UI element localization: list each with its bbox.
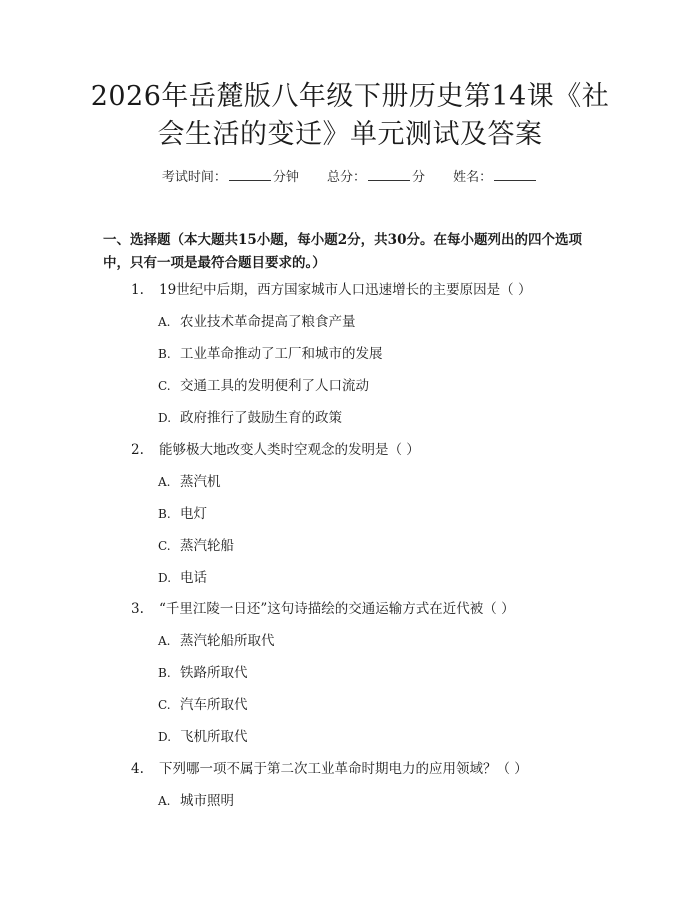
- option-1-c: [158, 377, 588, 395]
- option-3-d: [158, 728, 588, 746]
- option-letter: B.: [158, 666, 171, 680]
- option-text: 蒸汽轮船所取代: [180, 633, 275, 649]
- total-score-blank: [368, 168, 410, 181]
- option-letter: C.: [158, 698, 171, 712]
- option-2-b: [158, 505, 588, 523]
- document-title: 2026年岳麓版八年级下册历史第14课《社会生活的变迁》单元测试及答案: [90, 81, 610, 150]
- name-blank: [494, 168, 536, 181]
- section-heading: 一、选择题（本大题共15小题，每小题2分，共30分。在每小题列出的四个选项中，只有一项是最符合题目要求的。）: [103, 232, 582, 271]
- option-letter: D.: [158, 411, 172, 425]
- option-1-d: [158, 409, 588, 427]
- option-letter: B.: [158, 507, 171, 521]
- name-label: 姓名：: [453, 170, 493, 185]
- option-text: 城市照明: [180, 793, 234, 809]
- option-4-a: [158, 792, 588, 810]
- option-text: 蒸汽机: [180, 474, 221, 490]
- option-2-d: [158, 569, 588, 587]
- option-letter: B.: [158, 347, 171, 361]
- option-text: 电话: [180, 570, 207, 586]
- option-text: 工业革命推动了工厂和城市的发展: [180, 346, 383, 362]
- question-4: [131, 760, 601, 778]
- option-letter: A.: [158, 475, 171, 489]
- name-field: [453, 168, 538, 187]
- option-2-c: [158, 537, 588, 555]
- option-3-a: [158, 632, 588, 650]
- question-text: “千里江陵一日还”这句诗描绘的交通运输方式在近代被（ ）: [159, 601, 515, 617]
- option-text: 铁路所取代: [180, 665, 248, 681]
- option-letter: C.: [158, 379, 171, 393]
- option-letter: A.: [158, 315, 171, 329]
- exam-info-line: [0, 168, 700, 187]
- option-2-a: [158, 473, 588, 491]
- question-number: 2.: [131, 442, 144, 458]
- exam-time-unit: 分钟: [272, 170, 299, 185]
- question-1: [131, 281, 601, 299]
- question-text: 19世纪中后期，西方国家城市人口迅速增长的主要原因是（ ）: [159, 282, 532, 298]
- option-letter: D.: [158, 730, 172, 744]
- question-number: 1.: [131, 282, 144, 298]
- exam-time-field: [162, 168, 299, 187]
- option-letter: A.: [158, 634, 171, 648]
- option-text: 汽车所取代: [180, 697, 248, 713]
- total-score-field: [327, 168, 425, 187]
- question-text: 下列哪一项不属于第二次工业革命时期电力的应用领域？（ ）: [159, 761, 528, 777]
- option-letter: D.: [158, 571, 172, 585]
- exam-time-blank: [229, 168, 271, 181]
- question-2: [131, 441, 601, 459]
- question-text: 能够极大地改变人类时空观念的发明是（ ）: [159, 442, 420, 458]
- option-text: 蒸汽轮船: [180, 538, 234, 554]
- option-text: 交通工具的发明便利了人口流动: [180, 378, 369, 394]
- question-3: [131, 600, 601, 618]
- option-1-b: [158, 345, 588, 363]
- option-text: 电灯: [180, 506, 207, 522]
- question-number: 4.: [131, 761, 144, 777]
- option-text: 政府推行了鼓励生育的政策: [180, 410, 342, 426]
- option-1-a: [158, 313, 588, 331]
- total-score-label: 总分：: [326, 170, 366, 185]
- option-letter: A.: [158, 794, 171, 808]
- option-text: 农业技术革命提高了粮食产量: [180, 314, 356, 330]
- option-text: 飞机所取代: [180, 729, 248, 745]
- exam-time-label: 考试时间：: [161, 170, 227, 185]
- option-3-c: [158, 696, 588, 714]
- option-3-b: [158, 664, 588, 682]
- question-number: 3.: [131, 601, 144, 617]
- option-letter: C.: [158, 539, 171, 553]
- total-score-unit: 分: [412, 170, 426, 185]
